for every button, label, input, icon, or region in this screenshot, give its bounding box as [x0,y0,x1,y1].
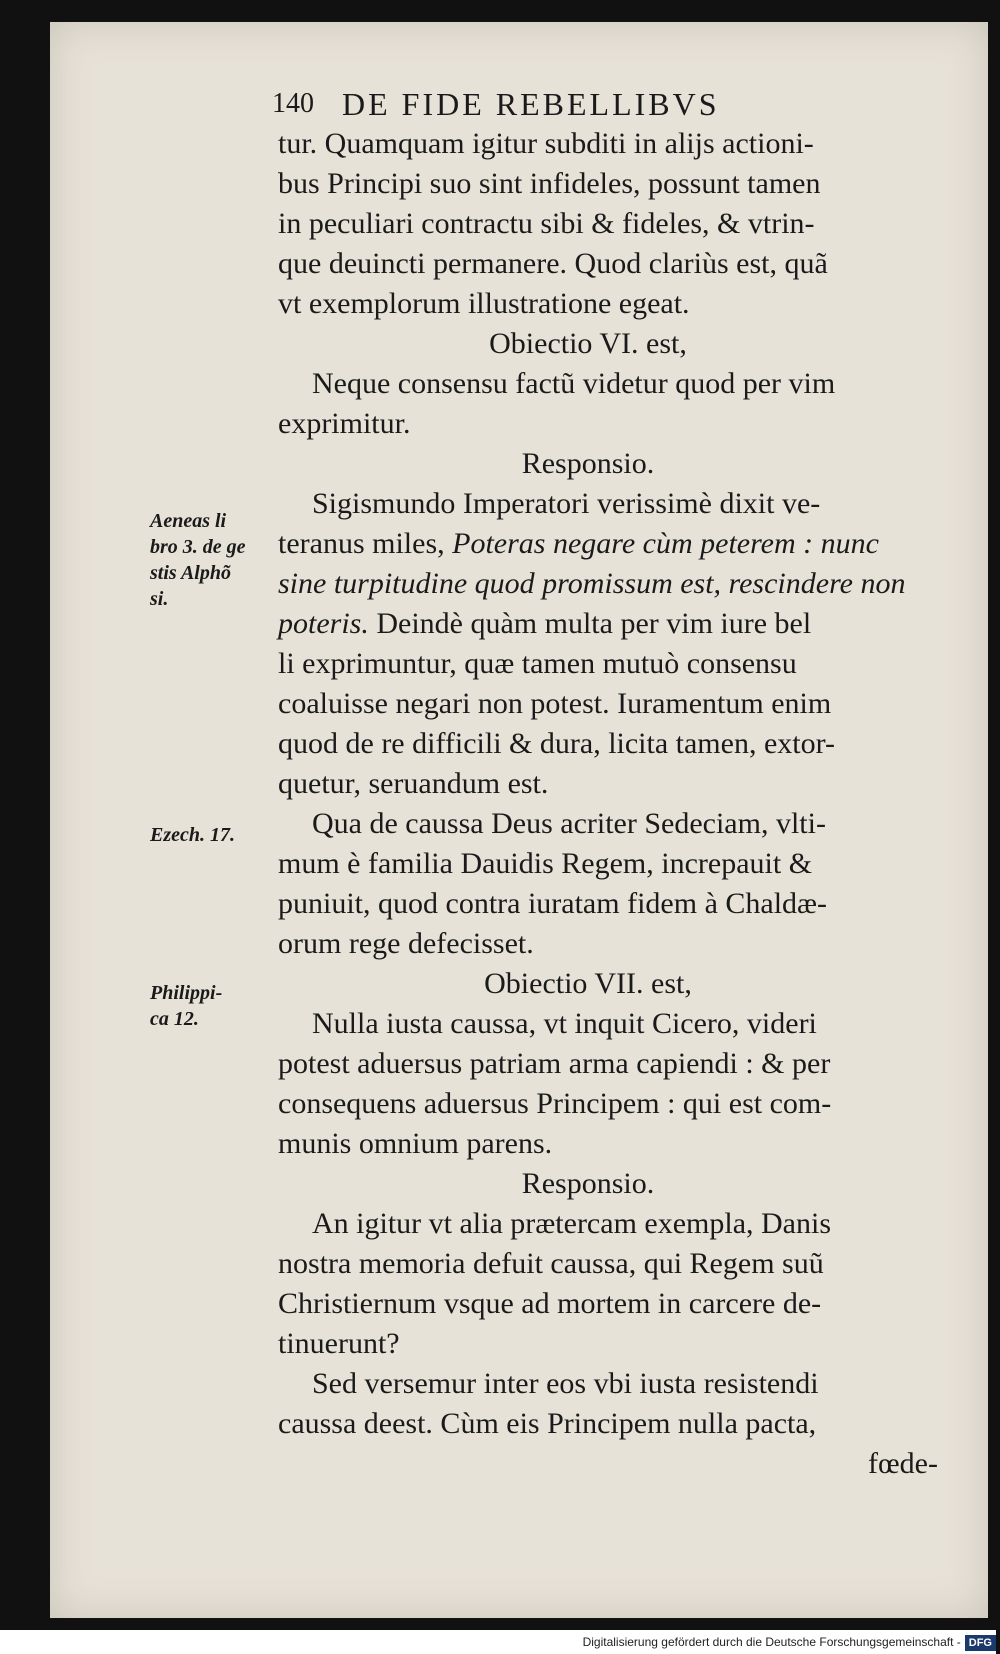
text-line: An igitur vt alia prætercam exempla, Danis [312,1207,832,1240]
text-line: Sigismundo Imperatori verissimè dixit ve- [312,487,821,520]
quotation: sine turpitudine quod promissum est, rescindere non [278,567,906,600]
text-line: teranus miles, Poteras negare cùm peterem : nunc [278,527,879,560]
text-line: quod de re difficili & dura, licita tamen, extor- [278,727,835,760]
text-line: caussa deest. Cùm eis Principem nulla pacta, [278,1407,817,1440]
text-line: li exprimuntur, quæ tamen mutuò consensu [278,647,797,680]
text-line: tur. Quamquam igitur subditi in alijs actioni- [278,127,814,160]
text-line: mum è familia Dauidis Regem, increpauit & [278,847,813,880]
text-line: Christiernum vsque ad mortem in carcere de- [278,1287,822,1320]
text-line: Sed versemur inter eos vbi iusta resistendi [312,1367,819,1400]
text-line: vt exemplorum illustratione egeat. [278,287,690,320]
page-body [278,124,938,1484]
text-line: bus Principi suo sint infideles, possunt tamen [278,167,821,200]
section-heading: Obiectio VI. est, [489,327,687,360]
footer-text: Digitalisierung gefördert durch die Deutsche Forschungsgemeinschaft - [582,1635,961,1649]
text-line: puniuit, quod contra iuratam fidem à Chaldæ- [278,887,828,920]
section-heading: Responsio. [521,447,655,480]
margin-note-ezech: Ezech. 17. [150,824,235,846]
text-line: consequens aduersus Principem : qui est com- [278,1087,832,1120]
quotation: poteris. [278,607,369,640]
text-line: que deuincti permanere. Quod clariùs est, quã [278,247,828,280]
margin-note-aeneas: Aeneas li bro 3. de ge stis Alphõ si. [150,510,246,610]
text-line: munis omnium parens. [278,1127,553,1160]
page-header [272,84,852,124]
margin-note-philippica: Philippi- ca 12. [150,982,223,1030]
section-heading: Responsio. [521,1167,655,1200]
text-line: quetur, seruandum est. [278,767,549,800]
text-line: orum rege defecisset. [278,927,534,960]
text-line: in peculiari contractu sibi & fideles, & vtrin- [278,207,815,240]
text-line: Qua de caussa Deus acriter Sedeciam, vlti- [312,807,826,840]
text-line: poteris. Deindè quàm multa per vim iure bel [278,607,812,640]
digitization-footer [0,1630,996,1654]
text-line: Nulla iusta caussa, vt inquit Cicero, videri [312,1007,817,1040]
text-line: Neque consensu factũ videtur quod per vim [312,367,836,400]
text-line: nostra memoria defuit caussa, qui Regem suũ [278,1247,824,1280]
running-head: DE FIDE REBELLIBVS [342,85,720,122]
text-line: potest aduersus patriam arma capiendi : & per [278,1047,831,1080]
text-line: coaluisse negari non potest. Iuramentum enim [278,687,832,720]
quotation: Poteras negare cùm peterem : nunc [452,527,879,560]
page-number: 140 [272,88,314,119]
catchword: fœde- [868,1447,938,1480]
section-heading: Obiectio VII. est, [484,967,692,1000]
dfg-logo: DFG [965,1635,996,1651]
text-line: tinuerunt? [278,1327,400,1360]
text-line: exprimitur. [278,407,411,440]
